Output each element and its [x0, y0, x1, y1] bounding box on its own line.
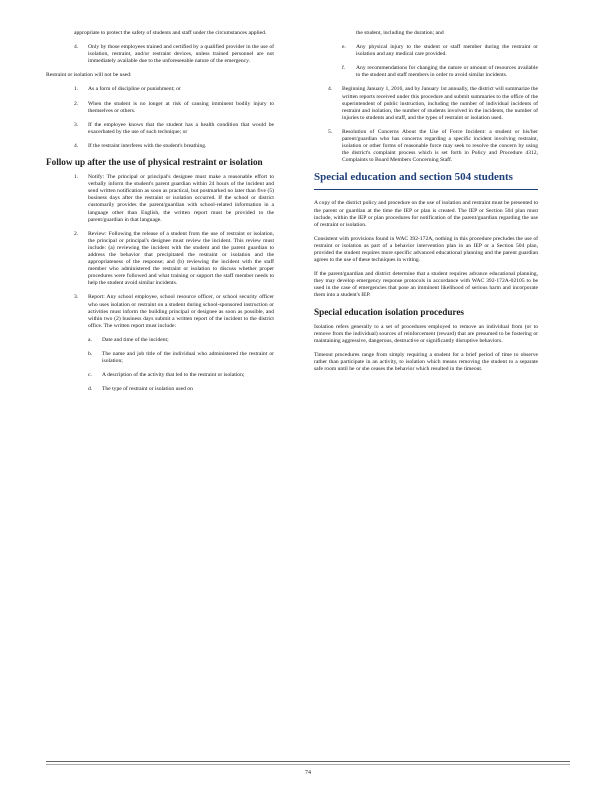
list-item: b. The name and job title of the individual who administered the restraint or isolation;	[88, 351, 274, 365]
page-number: 74	[305, 770, 311, 776]
list-item: 4. Beginning January 1, 2016, and by January 1st annually, the district will summarize the written reports received under this procedure and submit summaries to the office of the superintendent of public instruction, including the number of individual incidents of restraint and isolation, the number of students involved in the incidents, the number of injuries to students and staff, and the types of restraint or isolation used.	[328, 86, 538, 121]
list-item: 4. Only by those employees trained and certified by a qualified provider in the use of isolation, restraint, and/or restraint devices, unless trained personnel are not immediately available due to the unforeseeable nature of the emergency.	[74, 44, 274, 65]
list-item: d. The type of restraint or isolation used on	[88, 386, 193, 393]
list-item: f. Any recommendations for changing the nature or amount of resources available to the student and staff members in order to avoid similar incidents.	[342, 65, 538, 79]
sped-paragraph: A copy of the district policy and procedure on the use of isolation and restraint must be presented to the parent or guardian at the time the IEP or plan is created. The IEP or Section 504 plan must include, within the IEP or plan procedures for notification of the parent/guardian regarding the use of restraint or isolation.	[314, 200, 538, 228]
isolation-heading: Special education isolation procedures	[314, 306, 464, 317]
list-item: c. A description of the activity that led to the restraint or isolation;	[88, 372, 245, 379]
list-item: 5. Resolution of Concerns About the Use of Force Incident: a student or his/her parent/guardian who has concerns regarding a specific incident involving restraint, isolation or other forms of reasonable force may seek to resolve the concern by using the district's complaint process which is set forth in Policy and Procedure 4312, Complaints to Board Members Concerning Staff.	[328, 128, 538, 164]
followup-heading: Follow up after the use of physical restraint or isolation	[46, 157, 263, 168]
list-item: 3. Report: Any school employee, school resource officer, or school security officer who uses isolation or restraint on a student during school-sponsored instruction or activities must inform the building principal or designee as soon as possible, and within two (2) business days submit a written report of the incident to the district office. The written report must include:	[74, 294, 274, 329]
isolation-paragraph: Timeout procedures range from simply requiring a student for a brief period of time to observe rather than participate in an activity, to isolation which means removing the student to a separate safe room until he or she ceases the behavior which resulted in the timeout.	[314, 351, 538, 372]
list-item: e. Any physical injury to the student or staff member during the restraint or isolation and any medical care provided.	[342, 44, 538, 58]
footer-rule	[46, 761, 570, 762]
list-item: 4. If the restraint interferes with the student's breathing.	[74, 142, 207, 149]
continuation-paragraph: the student, including the duration; and	[356, 30, 444, 36]
items-e-f	[342, 44, 538, 79]
sped-paragraph: If the parent/guardian and district determine that a student requires advance educational planning, they may develop emergency response protocols in accordance with WAC 392-172A-02105 to be used in the case of emergencies that pose an imminent likelihood of serious harm and incorporate them into a student's IEP.	[314, 271, 538, 299]
left-column	[46, 30, 274, 400]
list-item: 2. When the student is no longer at risk of causing imminent bodily injury to themselves or others.	[74, 100, 274, 114]
heading-rule	[314, 189, 538, 190]
list-item: 2. Review: Following the release of a student from the use of restraint or isolation, the principal or principal's designee must review the incident. This review must include: (a) reviewing the incident with the student and the parent guardian to address the behavior that precipitated the restraint or isolation and the appropriateness of the response; and (b) reviewing the incident with the staff member who administered the restraint or isolation to discuss whether proper procedures were followed and what training or support the staff member needs to help the student avoid similar incidents.	[74, 230, 274, 287]
right-column	[314, 30, 538, 380]
items-4-5	[328, 86, 538, 164]
footer-rule	[46, 764, 570, 765]
sped-heading: Special education and section 504 students	[314, 171, 513, 184]
list-item: 1. As a form of discipline or punishment; or	[74, 86, 181, 93]
list-item: 1. Notify: The principal or principal's designee must make a reasonable effort to verbally inform the student's parent guardian within 24 hours of the incident and send written notification as soon as practical, but postmarked no later than five (5) business days after the restraint or isolation occurred. If the school or district customarily provides the parent/guardian with school-related information in a language other than English, the written report must be provided to the parent/guardian in that language.	[74, 174, 274, 223]
not-used-intro: Restraint or isolation will not be used:	[46, 72, 132, 79]
list-item: 3. If the employee knows that the student has a health condition that would be exacerbated by the use of such technique; or	[74, 121, 274, 135]
list-item: a. Date and time of the incident;	[88, 336, 169, 343]
followup-list	[74, 174, 274, 393]
report-items-list	[88, 337, 274, 393]
continuation-paragraph: appropriate to protect the safety of students and staff under the circumstances applied.	[74, 30, 267, 36]
sped-paragraph: Consistent with provisions found in WAC 392-172A, nothing in this procedure precludes the use of restraint or isolation as part of a behavior intervention plan in an IEP or a Section 504 plan, provided the student requires more specific advanced educational planning and the parent guardian agrees to the use of these techniques in writing.	[314, 235, 538, 264]
isolation-paragraph: Isolation refers generally to a set of procedures employed to remove an individual from (or to remove from the individual) sources of reinforcement (reward) that are presumed to be fostering or maintaining aggressive, dangerous, destructive or significantly disruptive behaviors.	[314, 323, 538, 344]
not-used-list	[74, 86, 274, 150]
